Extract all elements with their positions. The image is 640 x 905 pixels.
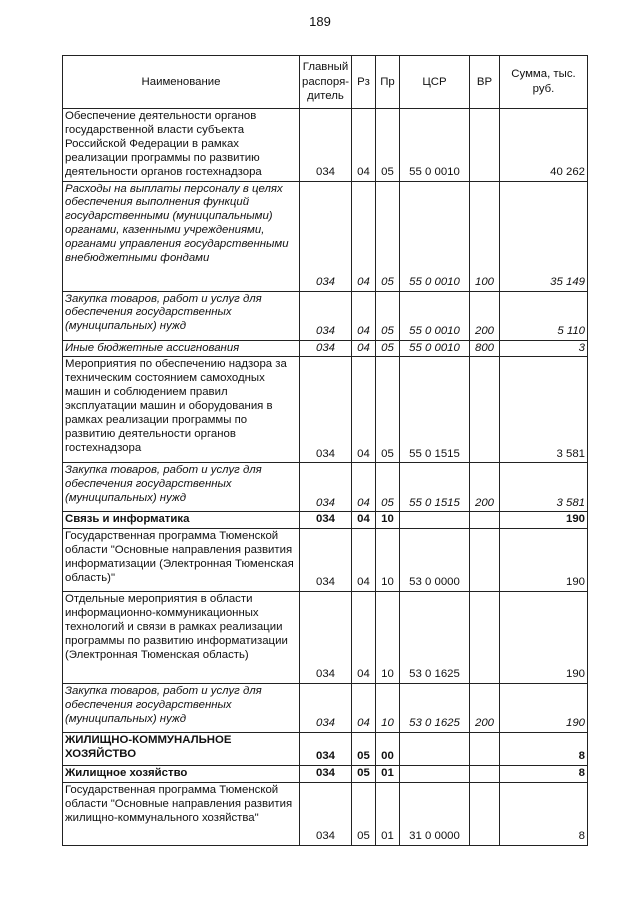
row-admin: 034 bbox=[300, 463, 352, 512]
row-name: Расходы на выплаты персоналу в целях обеспечения выполнения функций государственными (муниципальными) органами, казенными учреждениями, органами управления государственными внебюджетными фондами bbox=[63, 181, 300, 291]
row-sum: 40 262 bbox=[500, 109, 588, 182]
header-pr: Пр bbox=[376, 56, 400, 109]
row-pr: 10 bbox=[376, 684, 400, 733]
row-sum: 35 149 bbox=[500, 181, 588, 291]
row-sum: 190 bbox=[500, 592, 588, 684]
row-csr: 55 0 1515 bbox=[400, 463, 470, 512]
table-row bbox=[63, 766, 588, 783]
row-pr: 05 bbox=[376, 291, 400, 340]
row-rz: 04 bbox=[352, 512, 376, 529]
row-name: ЖИЛИЩНО-КОММУНАЛЬНОЕ ХОЗЯЙСТВО bbox=[63, 733, 300, 766]
table-row bbox=[63, 463, 588, 512]
table-header-row bbox=[63, 56, 588, 109]
row-admin: 034 bbox=[300, 340, 352, 357]
row-sum: 3 581 bbox=[500, 357, 588, 463]
row-admin: 034 bbox=[300, 512, 352, 529]
row-csr: 55 0 1515 bbox=[400, 357, 470, 463]
row-vr: 200 bbox=[470, 291, 500, 340]
row-rz: 05 bbox=[352, 766, 376, 783]
header-vr: ВР bbox=[470, 56, 500, 109]
row-name: Государственная программа Тюменской области "Основные направления развития жилищно-коммунального хозяйства" bbox=[63, 783, 300, 846]
row-name: Закупка товаров, работ и услуг для обеспечения государственных (муниципальных) нужд bbox=[63, 684, 300, 733]
row-csr: 53 0 1625 bbox=[400, 592, 470, 684]
row-sum: 190 bbox=[500, 512, 588, 529]
row-pr: 05 bbox=[376, 181, 400, 291]
row-sum: 190 bbox=[500, 684, 588, 733]
table-row bbox=[63, 357, 588, 463]
header-rz: Рз bbox=[352, 56, 376, 109]
row-pr: 01 bbox=[376, 783, 400, 846]
row-sum: 8 bbox=[500, 766, 588, 783]
row-pr: 05 bbox=[376, 357, 400, 463]
row-admin: 034 bbox=[300, 109, 352, 182]
row-rz: 04 bbox=[352, 109, 376, 182]
row-name: Мероприятия по обеспечению надзора за техническим состоянием самоходных машин и соблюдением правил эксплуатации машин и оборудования в рамках реализации программы по развитию деятельности органов гостехнадзора bbox=[63, 357, 300, 463]
row-name: Отдельные мероприятия в области информационно-коммуникационных технологий и связи в рамках реализации программы по развитию информатизации (Электронная Тюменская область) bbox=[63, 592, 300, 684]
row-vr: 800 bbox=[470, 340, 500, 357]
row-pr: 01 bbox=[376, 766, 400, 783]
table-row bbox=[63, 181, 588, 291]
row-admin: 034 bbox=[300, 291, 352, 340]
row-vr: 100 bbox=[470, 181, 500, 291]
row-rz: 04 bbox=[352, 529, 376, 592]
table-row bbox=[63, 512, 588, 529]
table-row bbox=[63, 592, 588, 684]
row-rz: 04 bbox=[352, 463, 376, 512]
row-name: Закупка товаров, работ и услуг для обеспечения государственных (муниципальных) нужд bbox=[63, 463, 300, 512]
table-row bbox=[63, 340, 588, 357]
row-csr: 55 0 0010 bbox=[400, 291, 470, 340]
row-admin: 034 bbox=[300, 766, 352, 783]
row-sum: 190 bbox=[500, 529, 588, 592]
row-rz: 05 bbox=[352, 783, 376, 846]
row-sum: 8 bbox=[500, 733, 588, 766]
row-vr: 200 bbox=[470, 463, 500, 512]
row-admin: 034 bbox=[300, 181, 352, 291]
row-vr bbox=[470, 733, 500, 766]
row-csr: 31 0 0000 bbox=[400, 783, 470, 846]
row-csr: 53 0 0000 bbox=[400, 529, 470, 592]
row-pr: 10 bbox=[376, 512, 400, 529]
table-row bbox=[63, 529, 588, 592]
table-row bbox=[63, 733, 588, 766]
row-rz: 04 bbox=[352, 340, 376, 357]
page-number: 189 bbox=[309, 14, 331, 29]
table-row bbox=[63, 291, 588, 340]
row-vr bbox=[470, 357, 500, 463]
row-name: Закупка товаров, работ и услуг для обеспечения государственных (муниципальных) нужд bbox=[63, 291, 300, 340]
row-name: Жилищное хозяйство bbox=[63, 766, 300, 783]
row-name: Связь и информатика bbox=[63, 512, 300, 529]
row-pr: 05 bbox=[376, 340, 400, 357]
row-sum: 3 581 bbox=[500, 463, 588, 512]
header-admin: Главный распоря-дитель bbox=[300, 56, 352, 109]
row-rz: 04 bbox=[352, 592, 376, 684]
row-pr: 05 bbox=[376, 109, 400, 182]
row-rz: 04 bbox=[352, 291, 376, 340]
header-csr: ЦСР bbox=[400, 56, 470, 109]
header-sum: Сумма, тыс. руб. bbox=[500, 56, 588, 109]
row-csr bbox=[400, 766, 470, 783]
row-name: Государственная программа Тюменской области "Основные направления развития информатизации (Электронная Тюменская область)" bbox=[63, 529, 300, 592]
row-csr: 55 0 0010 bbox=[400, 340, 470, 357]
row-vr: 200 bbox=[470, 684, 500, 733]
row-pr: 05 bbox=[376, 463, 400, 512]
header-name: Наименование bbox=[63, 56, 300, 109]
row-admin: 034 bbox=[300, 357, 352, 463]
row-vr bbox=[470, 766, 500, 783]
row-pr: 10 bbox=[376, 592, 400, 684]
row-admin: 034 bbox=[300, 783, 352, 846]
row-vr bbox=[470, 592, 500, 684]
row-rz: 04 bbox=[352, 357, 376, 463]
row-vr bbox=[470, 109, 500, 182]
row-sum: 8 bbox=[500, 783, 588, 846]
table-row bbox=[63, 783, 588, 846]
row-sum: 5 110 bbox=[500, 291, 588, 340]
row-csr: 55 0 0010 bbox=[400, 109, 470, 182]
row-vr bbox=[470, 529, 500, 592]
row-csr: 55 0 0010 bbox=[400, 181, 470, 291]
row-rz: 04 bbox=[352, 684, 376, 733]
row-vr bbox=[470, 512, 500, 529]
budget-table bbox=[62, 55, 588, 846]
row-rz: 04 bbox=[352, 181, 376, 291]
row-csr bbox=[400, 733, 470, 766]
row-vr bbox=[470, 783, 500, 846]
row-pr: 00 bbox=[376, 733, 400, 766]
table-row bbox=[63, 684, 588, 733]
row-rz: 05 bbox=[352, 733, 376, 766]
row-sum: 3 bbox=[500, 340, 588, 357]
row-name: Иные бюджетные ассигнования bbox=[63, 340, 300, 357]
row-admin: 034 bbox=[300, 592, 352, 684]
table-row bbox=[63, 109, 588, 182]
row-admin: 034 bbox=[300, 529, 352, 592]
row-csr: 53 0 1625 bbox=[400, 684, 470, 733]
row-admin: 034 bbox=[300, 684, 352, 733]
row-name: Обеспечение деятельности органов государственной власти субъекта Российской Федерации в рамках реализации программы по развитию деятельности органов гостехнадзора bbox=[63, 109, 300, 182]
row-admin: 034 bbox=[300, 733, 352, 766]
row-pr: 10 bbox=[376, 529, 400, 592]
row-csr bbox=[400, 512, 470, 529]
